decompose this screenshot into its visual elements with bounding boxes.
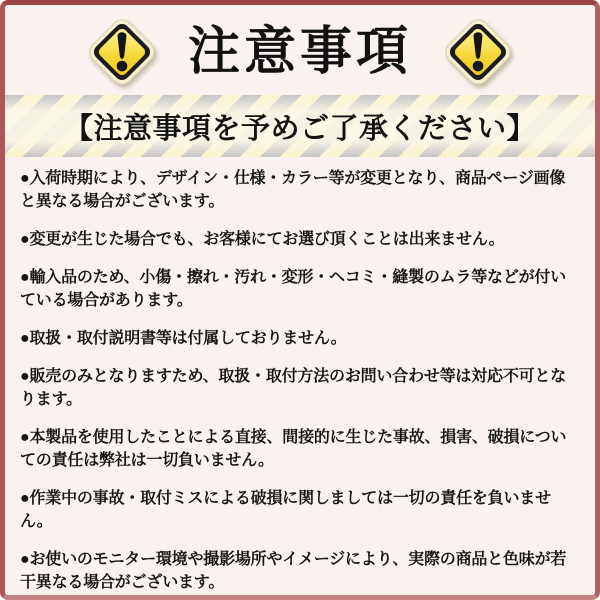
notice-item: ●取扱・取付説明書等は付属しておりません。: [20, 330, 347, 347]
title-row: [5, 5, 595, 95]
warning-icon: [84, 14, 160, 90]
banner-text: 【注意事項を予めご了承ください】: [63, 112, 536, 145]
notice-item: ●入荷時期により、デザイン・仕様・カラー等が変更となり、商品ページ画像と異なる場合がございます。: [20, 170, 566, 210]
warning-icon: [440, 14, 516, 90]
notice-item: ●お使いのモニター環境や撮影場所やイメージにより、実際の商品と色味が若干異なる場合がございます。: [20, 551, 567, 591]
notice-item: ●輸入品のため、小傷・擦れ・汚れ・変形・ヘコミ・縫製のムラ等などが付いている場合があります。: [20, 269, 567, 309]
notice-item: ●販売のみとなりますため、取扱・取付方法のお問い合わせ等は対応不可となります。: [20, 368, 567, 408]
notice-item: ●本製品を使用したことによる直接、間接的に生じた事故、損害、破損についての責任は弊社は一切負いません。: [20, 429, 567, 469]
notice-list: [5, 157, 595, 594]
notice-item: ●変更が生じた場合でも、お客様にてお選び頂くことは出来ません。: [20, 231, 505, 248]
page-title: 注意事項: [187, 23, 412, 81]
caution-stripe-banner: [5, 95, 595, 157]
notice-item: ●作業中の事故・取付ミスによる破損に関しましては一切の責任を負いません。: [20, 490, 551, 530]
